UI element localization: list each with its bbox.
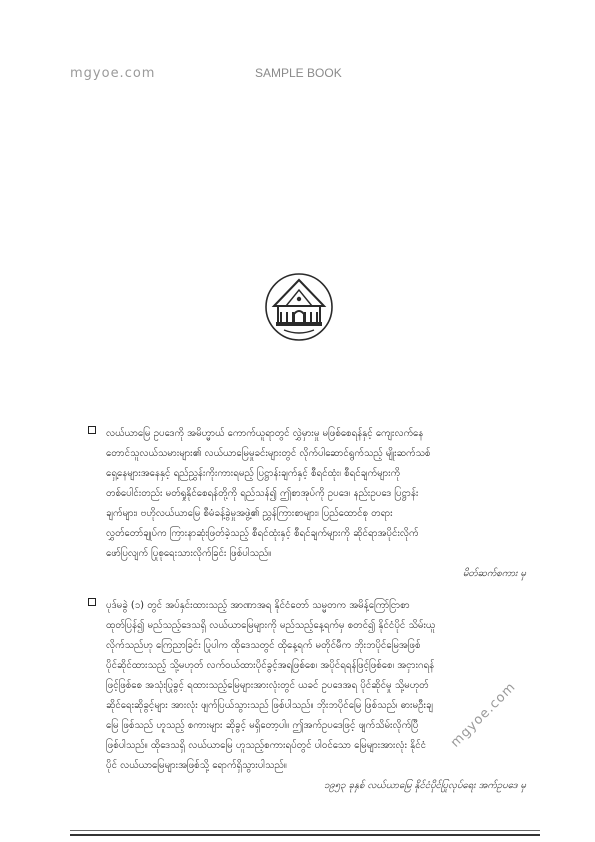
text-line: ဆိုင်ရေးဆိုခွင့်များ အားလုံး ဖျက်ပြယ်သွားသည် ဖြစ်ပါသည်။ ဘိုးဘပိုင်မြေ ဖြစ်သည်၊ ဓားမဦးချ bbox=[106, 700, 433, 711]
paragraph-block-2 bbox=[88, 596, 526, 796]
paragraph-text bbox=[106, 596, 526, 776]
text-line: ဖော်ပြလျက် ပြုစုရေးသားလိုက်ခြင်း ဖြစ်ပါသည်။ bbox=[106, 548, 272, 559]
text-line: ချက်များ၊ ဗဟိုလယ်ယာမြေ စီမံခန့်ခွဲမှုအဖွဲ့၏ ညွှန်ကြားစာများ၊ ပြည်ထောင်စု တရား bbox=[106, 508, 393, 519]
bottom-rule-thin bbox=[70, 830, 540, 831]
watermark-diagonal: mgyoe.com bbox=[448, 679, 520, 751]
text-line: ပုဒ်မခွဲ (၁) တွင် အပ်နှင်းထားသည့် အာဏာအရ နိုင်ငံတော် သမ္မတက အမိန့်ကြော်ငြာစာ bbox=[106, 600, 410, 611]
text-line: ပိုင် လယ်ယာမြေများအဖြစ်သို့ ရောက်ရှိသွားပါသည်။ bbox=[106, 760, 287, 771]
watermark-top: mgyoe.com bbox=[70, 66, 156, 81]
paragraph-text bbox=[106, 424, 526, 564]
text-line: မြေ ဖြစ်သည် ဟူသည့် စကားများ ဆိုခွင့် မရှိတော့ပါ။ ဤအက်ဥပဒေဖြင့် ဖျက်သိမ်းလိုက်ပြီ bbox=[106, 720, 419, 731]
source-citation: ၁၉၅၃ ခုနှစ် လယ်ယာမြေ နိုင်ငံပိုင်ပြုလုပ်ရေး အက်ဥပဒေ မှ bbox=[323, 780, 526, 791]
source-citation: မိတ်ဆက်စကား မှ bbox=[462, 568, 526, 579]
square-bullet-icon bbox=[88, 426, 96, 434]
text-line: ဖြင့်ဖြစ်စေ အသုံးပြုခွင့် ရထားသည့်မြေများအားလုံးတွင် ယခင် ဥပဒေအရ ပိုင်ဆိုင်မှု သို့မဟုတ် bbox=[106, 680, 429, 691]
text-line: တောင်သူလယ်သမားများ၏ လယ်ယာမြေမှုခင်းများတွင် လိုက်ပါဆောင်ရွက်သည့် မျိုးဆက်သစ် bbox=[106, 448, 431, 459]
text-line: လယ်ယာမြေ ဥပဒေကို အမိဟ္မာယ် ကောက်ယူရာတွင် လွှဲမှားမှု မဖြစ်စေရန်နှင့် ကျေးလက်နေ bbox=[106, 428, 424, 439]
text-line: ထုတ်ပြန်၍ မည်သည့်ဒေသရှိ လယ်ယာမြေများကို မည်သည့်နေ့ရက်မှ စတင်၍ နိုင်ငံပိုင် သိမ်းယူ bbox=[106, 620, 436, 631]
sample-book-label: SAMPLE BOOK bbox=[255, 66, 342, 80]
text-line: ဖြစ်ပါသည်။ ထိုဒေသရှိ လယ်ယာမြေ ဟူသည့်စကားရပ်တွင် ပါဝင်သော မြေများအားလုံး နိုင်ငံ bbox=[106, 740, 427, 751]
text-line: ပိုင်ဆိုင်ထားသည့် သို့မဟုတ် လက်ဝယ်ထားပိုင်ခွင့်အရဖြစ်စေ၊ အပိုင်ရရန်ဖြင့်ဖြစ်စေ၊ အငှားဂရန် bbox=[106, 660, 435, 671]
bottom-rule bbox=[70, 834, 540, 836]
text-line: လိုက်သည်ဟု ကြေညာခြင်း ပြုပါက ထိုဒေသတွင် ထိုနေ့ရက် မတိုင်မီက ဘိုးဘပိုင်မြေအဖြစ် bbox=[106, 640, 421, 651]
text-line: လွှတ်တော်ချုပ်က ကြားနာဆုံးဖြတ်ခဲ့သည့် စီရင်ထုံးနှင့် စီရင်ချက်များကို ဆိုင်ရာအပိုင်းလိုက် bbox=[106, 528, 419, 539]
text-line: ရှေ့နေများအနေနှင့် ရည်ညွှန်းကိုးကားရမည့် ပြဋ္ဌာန်းချက်နှင့် စီရင်ထုံး၊ စီရင်ချက်များကို bbox=[106, 468, 401, 479]
seal-emblem-icon bbox=[264, 272, 334, 342]
paragraph-block-1 bbox=[88, 424, 526, 584]
square-bullet-icon bbox=[88, 598, 96, 606]
text-line: တစ်ပေါင်းတည်း မတ်ရှုနိုင်စေရန်တို့ကို ရည်သန်၍ ဤစာအုပ်ကို ဥပဒေ၊ နည်းဥပဒေ ပြဋ္ဌာန်း bbox=[106, 488, 419, 499]
